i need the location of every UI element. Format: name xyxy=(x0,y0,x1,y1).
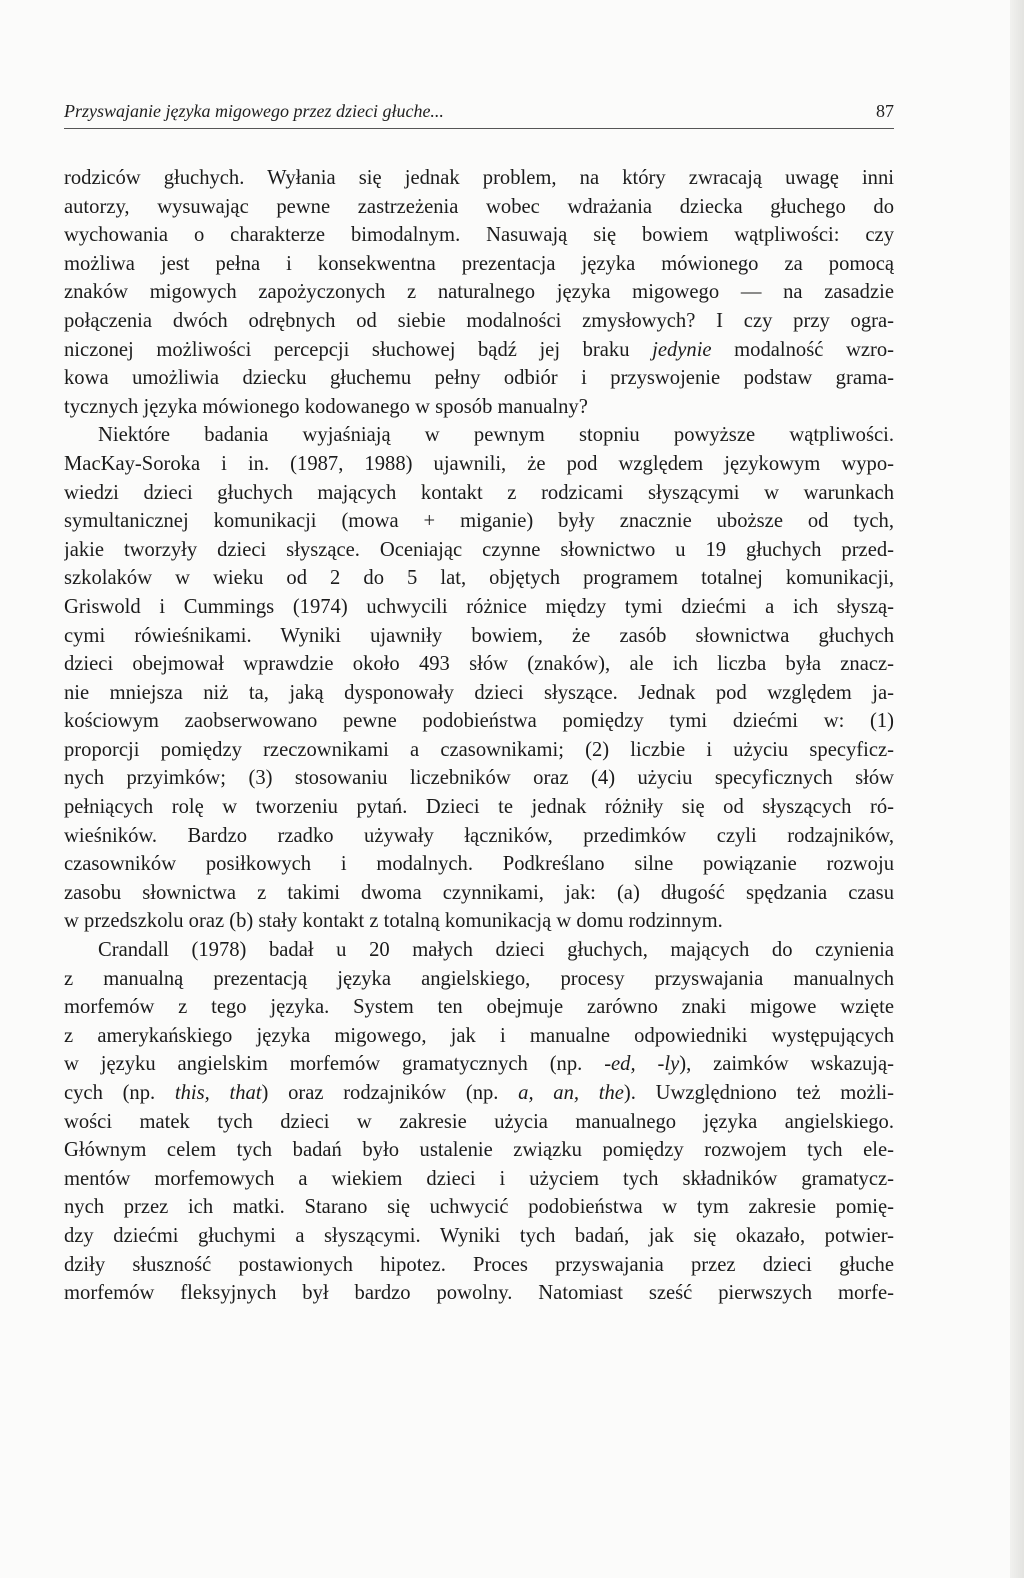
text-segment: MacKay-Soroka i in. (1987, 1988) ujawnili, że pod względem językowym wypo- xyxy=(64,452,894,475)
text-segment: Griswold i Cummings (1974) uchwycili różnice między tymi dziećmi a ich słyszą- xyxy=(64,595,894,618)
text-line xyxy=(64,364,894,393)
text-line xyxy=(64,250,894,279)
text-line xyxy=(64,907,894,936)
text-segment: Crandall (1978) badał u 20 małych dzieci głuchych, mających do czynienia xyxy=(98,939,894,962)
text-line xyxy=(64,479,894,508)
text-line xyxy=(64,1108,894,1137)
body-text xyxy=(64,164,894,1308)
text-line xyxy=(64,1193,894,1222)
text-line xyxy=(64,1165,894,1194)
text-line xyxy=(64,879,894,908)
italic-text: a, an, the xyxy=(518,1082,624,1104)
text-line xyxy=(64,1251,894,1280)
text-segment: w języku angielskim morfemów gramatycznych (np. xyxy=(64,1053,605,1076)
text-line xyxy=(64,965,894,994)
text-line xyxy=(64,936,894,965)
text-segment: autorzy, wysuwając pewne zastrzeżenia wobec wdrażania dziecka głuchego do xyxy=(64,195,894,218)
text-segment: połączenia dwóch odrębnych od siebie modalności zmysłowych? I czy przy ogra- xyxy=(64,309,894,332)
text-line xyxy=(64,393,894,422)
text-segment: morfemów z tego języka. System ten obejmuje zarówno znaki migowe wzięte xyxy=(64,996,894,1019)
text-line xyxy=(64,679,894,708)
text-line xyxy=(64,850,894,879)
text-line xyxy=(64,793,894,822)
page-number: 87 xyxy=(876,101,894,121)
text-segment: ). Uwzględniono też możli- xyxy=(623,1082,894,1104)
text-segment: kościowym zaobserwowano pewne podobieństwa pomiędzy tymi dziećmi w: (1) xyxy=(64,710,894,733)
text-line xyxy=(64,507,894,536)
text-segment: tycznych języka mówionego kodowanego w sposób manualny? xyxy=(64,395,588,418)
text-segment: dzy dziećmi głuchymi a słyszącymi. Wyniki tych badań, jak się okazało, potwier- xyxy=(64,1224,894,1247)
text-segment: proporcji pomiędzy rzeczownikami a czasownikami; (2) liczbie i użyciu specyficz- xyxy=(64,738,894,761)
text-segment: czasowników posiłkowych i modalnych. Podkreślano silne powiązanie rozwoju xyxy=(64,853,894,876)
text-segment: wieśników. Bardzo rzadko używały łączników, przedimków czyli rodzajników, xyxy=(64,824,894,847)
text-segment: Głównym celem tych badań było ustalenie związku pomiędzy rozwojem tych ele- xyxy=(64,1139,894,1162)
text-line xyxy=(64,221,894,250)
text-segment: wości matek tych dzieci w zakresie użycia manualnego języka angielskiego. xyxy=(64,1110,894,1133)
text-segment: cych (np. xyxy=(64,1082,175,1104)
italic-text: -ed, -ly xyxy=(604,1053,680,1076)
text-line xyxy=(64,764,894,793)
text-segment: morfemów fleksyjnych był bardzo powolny. Natomiast sześć pierwszych morfe- xyxy=(64,1282,894,1305)
text-segment: z amerykańskiego języka migowego, jak i manualne odpowiedniki występujących xyxy=(64,1024,894,1047)
text-segment: dziły słuszność postawionych hipotez. Proces przyswajania przez dzieci głuche xyxy=(64,1253,894,1276)
text-segment: wiedzi dzieci głuchych mających kontakt z rodzicami słyszącymi w warunkach xyxy=(64,481,894,504)
text-segment: symultanicznej komunikacji (mowa + miganie) były znacznie uboższe od tych, xyxy=(64,510,894,533)
text-segment: mentów morfemowych a wiekiem dzieci i użyciem tych składników gramatycz- xyxy=(64,1167,894,1190)
text-segment: nych przez ich matki. Starano się uchwycić podobieństwa w tym zakresie pomię- xyxy=(64,1196,894,1219)
text-line xyxy=(64,1279,894,1308)
text-line xyxy=(64,650,894,679)
italic-text: this, that xyxy=(174,1082,262,1104)
text-segment: wychowania o charakterze bimodalnym. Nasuwają się bowiem wątpliwości: czy xyxy=(64,224,894,247)
page-edge-shadow xyxy=(1010,0,1024,1578)
text-line xyxy=(64,421,894,450)
text-segment: cymi rówieśnikami. Wyniki ujawniły bowiem, że zasób słownictwa głuchych xyxy=(64,624,894,647)
text-segment: pełniących rolę w tworzeniu pytań. Dzieci te jednak różniły się od słyszących ró- xyxy=(64,796,894,819)
text-line xyxy=(64,164,894,193)
text-segment: jakie tworzyły dzieci słyszące. Oceniając czynne słownictwo u 19 głuchych przed- xyxy=(64,538,894,561)
text-segment: kowa umożliwia dziecku głuchemu pełny odbiór i przyswojenie podstaw grama- xyxy=(64,367,894,390)
text-segment: zasobu słownictwa z takimi dwoma czynnikami, jak: (a) długość spędzania czasu xyxy=(64,881,894,904)
text-line xyxy=(64,1222,894,1251)
text-line xyxy=(64,536,894,565)
text-line xyxy=(64,1050,894,1079)
text-line xyxy=(64,450,894,479)
text-segment: modalność wzro- xyxy=(711,338,894,361)
text-segment: szkolaków w wieku od 2 do 5 lat, objętych programem totalnej komunikacji, xyxy=(64,567,894,590)
text-segment: w przedszkolu oraz (b) stały kontakt z totalną komunikacją w domu rodzinnym. xyxy=(64,910,723,933)
text-line xyxy=(64,993,894,1022)
text-segment: nie mniejsza niż ta, jaką dysponowały dzieci słyszące. Jednak pod względem ja- xyxy=(64,681,894,704)
text-segment: Niektóre badania wyjaśniają w pewnym stopniu powyższe wątpliwości. xyxy=(98,424,894,447)
text-line xyxy=(64,622,894,651)
text-segment: rodziców głuchych. Wyłania się jednak problem, na który zwracają uwagę inni xyxy=(64,167,894,189)
text-segment: znaków migowych zapożyczonych z naturalnego języka migowego — na zasadzie xyxy=(64,281,894,304)
text-segment: nych przyimków; (3) stosowaniu liczebników oraz (4) użyciu specyficznych słów xyxy=(64,767,894,790)
text-segment: ), zaimków wskazują- xyxy=(679,1053,894,1076)
text-line xyxy=(64,593,894,622)
text-line xyxy=(64,736,894,765)
text-segment: z manualną prezentacją języka angielskiego, procesy przyswajania manualnych xyxy=(64,967,894,990)
text-line xyxy=(64,564,894,593)
text-line xyxy=(64,1136,894,1165)
text-line xyxy=(64,336,894,365)
text-line xyxy=(64,707,894,736)
text-segment: niczonej możliwości percepcji słuchowej bądź jej braku xyxy=(64,338,653,361)
running-head-title: Przyswajanie języka migowego przez dzieci głuche... xyxy=(64,101,444,121)
text-line xyxy=(64,193,894,222)
text-segment: ) oraz rodzajników (np. xyxy=(261,1082,519,1104)
text-line xyxy=(64,307,894,336)
text-line xyxy=(64,1022,894,1051)
text-segment: dzieci obejmował wprawdzie około 493 słów (znaków), ale ich liczba była znacz- xyxy=(64,653,894,676)
text-line xyxy=(64,278,894,307)
text-segment: możliwa jest pełna i konsekwentna prezentacja języka mówionego za pomocą xyxy=(64,252,894,275)
italic-text: jedynie xyxy=(652,338,712,361)
text-line xyxy=(64,822,894,851)
running-head xyxy=(64,100,894,129)
text-line xyxy=(64,1079,894,1108)
